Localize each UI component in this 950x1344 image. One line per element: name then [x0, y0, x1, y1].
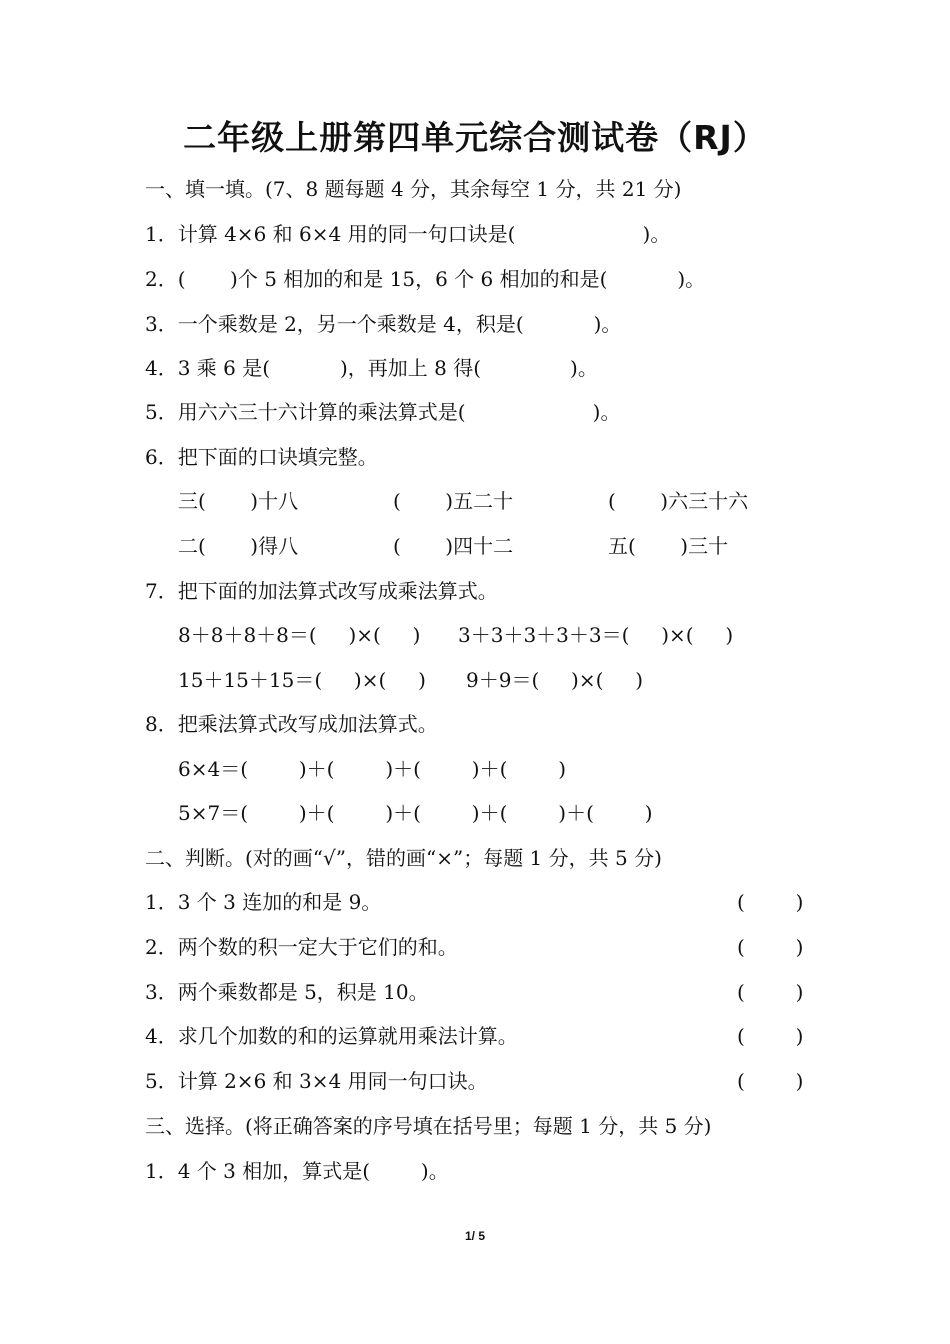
judge-item-3: 3．两个乘数都是 5，积是 10。: [145, 980, 429, 1004]
addition-to-multiplication-2: 3＋3＋3＋3＋3＝( )×( ): [458, 623, 734, 647]
section-2-heading: 二、判断。(对的画“√”，错的画“×”；每题 1 分，共 5 分): [145, 846, 662, 870]
question-1-8-stem: 8．把乘法算式改写成加法算式。: [145, 712, 438, 736]
question-1-1: 1．计算 4×6 和 6×4 用的同一句口诀是( )。: [145, 222, 671, 246]
judge-item-5: 5．计算 2×6 和 3×4 用同一句口诀。: [145, 1069, 488, 1093]
addition-to-multiplication-1: 8＋8＋8＋8＝( )×( ): [178, 623, 421, 647]
rhyme-blank-5: ( )四十二: [393, 534, 514, 558]
page-title: 二年级上册第四单元综合测试卷（RJ）: [183, 118, 767, 157]
page-number: 1/ 5: [464, 1229, 485, 1243]
addition-to-multiplication-4: 9＋9＝( )×( ): [466, 668, 643, 692]
rhyme-blank-3: ( )六三十六: [608, 489, 749, 513]
section-3-heading: 三、选择。(将正确答案的序号填在括号里；每题 1 分，共 5 分): [145, 1114, 712, 1138]
rhyme-blank-2: ( )五二十: [393, 489, 514, 513]
rhyme-blank-6: 五( )三十: [608, 534, 729, 558]
judge-item-1: 1．3 个 3 连加的和是 9。: [145, 890, 382, 914]
question-1-4: 4．3 乘 6 是( )，再加上 8 得( )。: [145, 356, 598, 380]
judge-answer-1: ( ): [737, 890, 804, 914]
question-1-6-stem: 6．把下面的口诀填完整。: [145, 445, 378, 469]
choice-question-1: 1．4 个 3 相加，算式是( )。: [145, 1159, 449, 1183]
multiplication-to-addition-1: 6×4＝( )＋( )＋( )＋( ): [178, 757, 567, 781]
judge-answer-5: ( ): [737, 1069, 804, 1093]
question-1-3: 3．一个乘数是 2，另一个乘数是 4，积是( )。: [145, 312, 622, 336]
question-1-5: 5．用六六三十六计算的乘法算式是( )。: [145, 400, 621, 424]
section-1-heading: 一、填一填。(7、8 题每题 4 分，其余每空 1 分，共 21 分): [145, 177, 682, 201]
judge-answer-2: ( ): [737, 935, 804, 959]
judge-answer-3: ( ): [737, 980, 804, 1004]
multiplication-to-addition-2: 5×7＝( )＋( )＋( )＋( )＋( ): [178, 801, 653, 825]
judge-item-2: 2．两个数的积一定大于它们的和。: [145, 935, 458, 959]
judge-answer-4: ( ): [737, 1024, 804, 1048]
addition-to-multiplication-3: 15＋15＋15＝( )×( ): [178, 668, 426, 692]
rhyme-blank-1: 三( )十八: [178, 489, 299, 513]
judge-item-4: 4．求几个加数的和的运算就用乘法计算。: [145, 1024, 518, 1048]
question-1-7-stem: 7．把下面的加法算式改写成乘法算式。: [145, 579, 498, 603]
rhyme-blank-4: 二( )得八: [178, 534, 299, 558]
question-1-2: 2．( )个 5 相加的和是 15，6 个 6 相加的和是( )。: [145, 267, 706, 291]
